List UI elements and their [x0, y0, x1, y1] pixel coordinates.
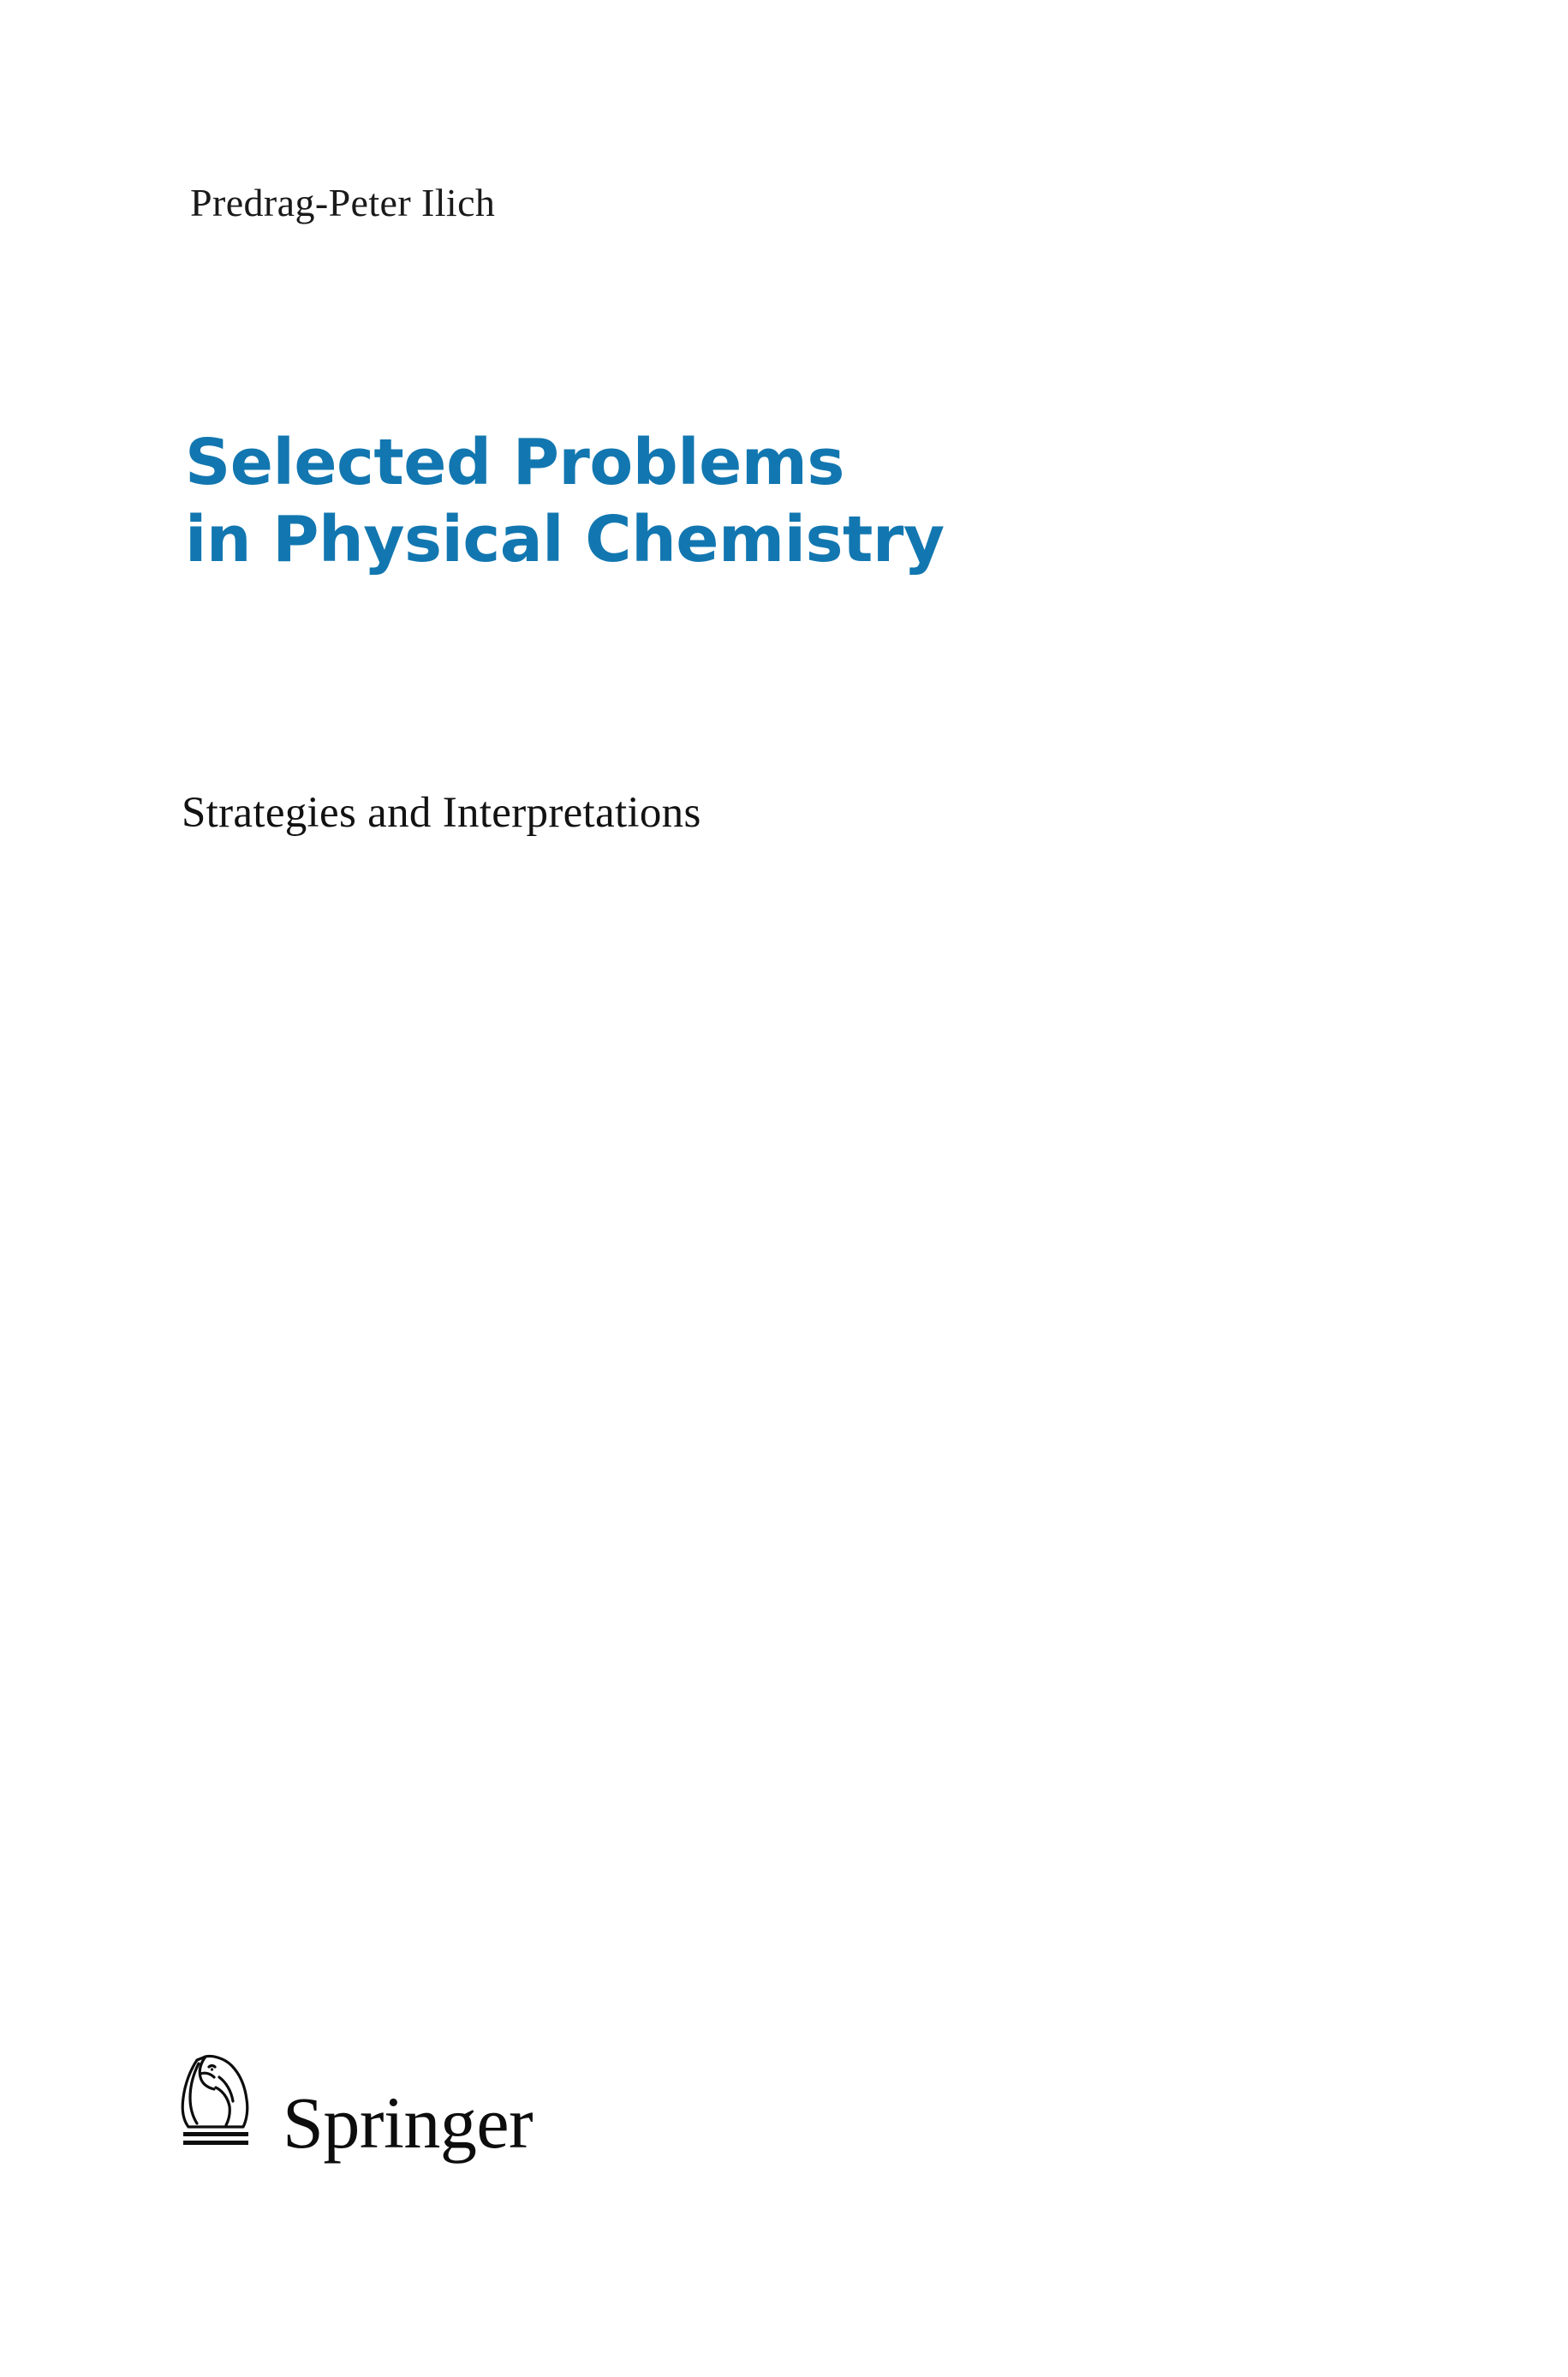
publisher-name: Springer	[283, 2081, 534, 2164]
publisher-imprint	[171, 2052, 534, 2164]
springer-knight-icon	[171, 2048, 264, 2149]
book-title-line-1: Selected Problems	[185, 426, 844, 499]
book-subtitle: Strategies and Interpretations	[182, 789, 701, 837]
book-title	[185, 424, 1213, 579]
author-name: Predrag-Peter Ilich	[190, 181, 496, 224]
book-title-line-2: in Physical Chemistry	[185, 503, 945, 577]
